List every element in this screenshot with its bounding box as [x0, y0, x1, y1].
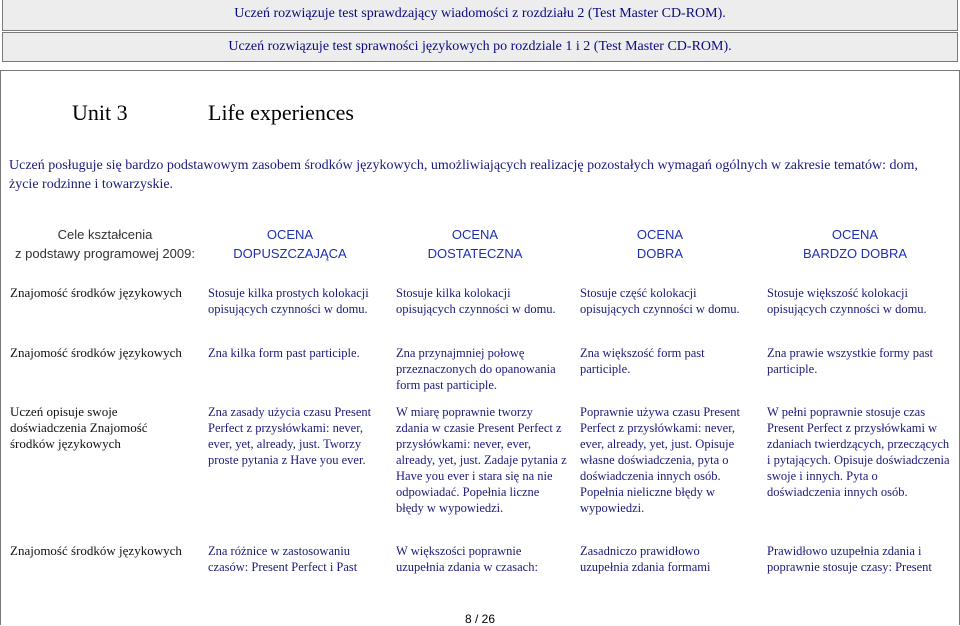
- table-cell: Zna kilka form past participle.: [208, 346, 360, 360]
- unit-title: Life experiences: [208, 100, 354, 125]
- table-cell: Stosuje większość kolokacji opisujących czynności w domu.: [767, 286, 927, 316]
- grade-name: DOPUSZCZAJĄCA: [233, 246, 347, 261]
- table-cell: W pełni poprawnie stosuje czas Present Perfect z przysłówkami w zdaniach twierdzących, przeczących i pytających. Opisuje doświadczenia swoje i innych. Pyta o doświadczenia innych osób.: [767, 405, 950, 499]
- table-cell: W miarę poprawnie tworzy zdania w czasie Present Perfect z przysłówkami: never, ever, already, yet, just. Zadaje pytania z Have you ever i stara się na nie odpowiadać. Popełnia liczne błędy w wypowiedzi.: [396, 405, 567, 515]
- header-line-2: Uczeń rozwiązuje test sprawności językowych po rozdziale 1 i 2 (Test Master CD-ROM).: [2, 32, 958, 62]
- page-number: 8 / 26: [464, 612, 496, 626]
- table-cell: W większości poprawnie uzupełnia zdania w czasach:: [396, 544, 538, 574]
- grade-label: OCENA: [451, 227, 499, 242]
- table-cell: Stosuje część kolokacji opisujących czynności w domu.: [580, 286, 740, 316]
- table-cell: Prawidłowo uzupełnia zdania i poprawnie stosuje czasy: Present: [767, 544, 932, 574]
- table-cell: Zasadniczo prawidłowo uzupełnia zdania formami: [580, 544, 711, 574]
- grade-header-dopuszczajaca: [200, 225, 380, 263]
- grade-label: OCENA: [831, 227, 879, 242]
- row-label: Znajomość środków językowych: [10, 543, 182, 558]
- grade-name: BARDZO DOBRA: [802, 246, 907, 261]
- grade-header-dostateczna: [390, 225, 560, 263]
- unit-number: Unit 3: [72, 100, 128, 125]
- table-cell: Zna różnice w zastosowaniu czasów: Present Perfect i Past: [208, 544, 358, 574]
- grade-header-dobra: [570, 225, 750, 263]
- table-cell: Zna prawie wszystkie formy past participle.: [767, 346, 933, 376]
- table-cell: Stosuje kilka prostych kolokacji opisujących czynności w domu.: [208, 286, 369, 316]
- grade-name: DOSTATECZNA: [427, 246, 523, 261]
- row-label: Uczeń opisuje swoje doświadczenia Znajomość środków językowych: [10, 404, 148, 451]
- table-cell: Poprawnie używa czasu Present Perfect z przysłówkami: never, ever, already, yet, just. Opisuje własne doświadczenia, pyta o doświadczenia innych osób. Popełnia nieliczne błędy w wypowiedzi.: [580, 405, 741, 515]
- intro-paragraph: Uczeń posługuje się bardzo podstawowym zasobem środków językowych, umożliwiających realizację pozostałych wymagań ogólnych w zakresie tematów: dom, życie rodzinne i towarzyskie.: [9, 158, 918, 192]
- row-label: Znajomość środków językowych: [10, 285, 182, 300]
- cele-header: [10, 225, 200, 263]
- table-cell: Zna przynajmniej połowę przeznaczonych do opanowania form past participle.: [396, 346, 556, 392]
- row-label: Znajomość środków językowych: [10, 345, 182, 360]
- cele-line-2: z podstawy programowej 2009:: [15, 246, 195, 261]
- grade-label: OCENA: [266, 227, 314, 242]
- grade-label: OCENA: [636, 227, 684, 242]
- header-line-1: Uczeń rozwiązuje test sprawdzający wiadomości z rozdziału 2 (Test Master CD-ROM).: [2, 0, 958, 31]
- table-cell: Zna zasady użycia czasu Present Perfect z przysłówkami: never, ever, yet, already, just. Tworzy proste pytania z Have you ever.: [208, 405, 372, 467]
- table-cell: Zna większość form past participle.: [580, 346, 705, 376]
- grade-name: DOBRA: [636, 246, 684, 261]
- grade-header-bardzo-dobra: [760, 225, 950, 263]
- cele-line-1: Cele kształcenia: [57, 227, 153, 242]
- table-cell: Stosuje kilka kolokacji opisujących czynności w domu.: [396, 286, 556, 316]
